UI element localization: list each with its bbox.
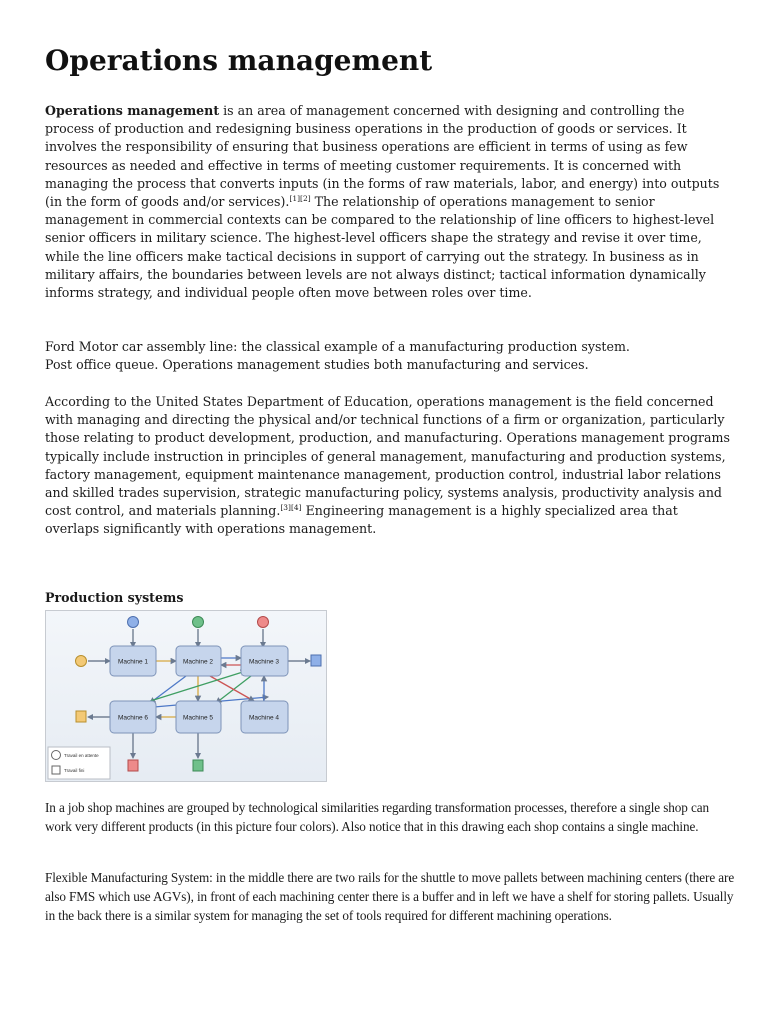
machine-5-label: Machine 5 [183,714,213,722]
legend-done-label: Travail fini [64,768,85,773]
machine-2-label: Machine 2 [183,658,213,666]
intro-paragraph [45,102,733,302]
intro-text-b: The relationship of operations management to senior management in commercial contexts can be compared to the relationship of line officers to highest-level senior officers in military science. The highest-level officers shape the strategy and revise it over time, while the line officers make tactical decisions in support of carrying out the strategy. In business as in military affairs, the boundaries between levels are not always distinct; tactical information dynamically informs strategy, and individual people often move between roles over time. [45,194,715,301]
reference-3-link[interactable]: [3] [280,503,291,513]
intro-bold-term: Operations management [45,103,220,118]
waiting-job-blue [128,617,139,628]
job-shop-paragraph: In a job shop machines are grouped by technological similarities regarding transformation processes, therefore a single shop can work very different products (in this picture four colors). Also notice that in this drawing each shop contains a single machine. [45,800,709,835]
production-systems-heading: Production systems [45,590,184,605]
finished-job-blue [311,655,321,666]
finished-job-green [193,760,203,771]
machine-3-label: Machine 3 [249,658,279,666]
legend-square-icon [52,766,60,774]
caption-block [45,338,733,374]
legend-circle-icon [52,751,61,760]
reference-4-link[interactable]: [4] [290,503,302,513]
reference-2-link[interactable]: [2] [300,194,311,204]
job-shop-diagram [45,610,327,782]
intro-text-a: is an area of management concerned with designing and controlling the process of production and redesigning business operations in the production of goods or services. It involves the responsibility of ensuring that business operations are efficient in terms of using as few resources as needed and effective in terms of meeting customer requirements. It is concerned with managing the process that converts inputs (in the forms of raw materials, labor, and energy) into outputs (in the form of goods and/or services). [45,103,720,210]
reference-1-link[interactable]: [1] [289,194,301,204]
machine-1-label: Machine 1 [118,658,148,666]
finished-job-red [128,760,138,771]
page-title: Operations management [45,44,433,77]
education-paragraph [45,393,733,539]
machine-4-label: Machine 4 [249,714,279,722]
finished-job-yellow [76,711,86,722]
job-shop-diagram-svg [46,611,326,781]
waiting-job-green [193,617,204,628]
waiting-job-yellow [76,656,87,667]
waiting-job-red [258,617,269,628]
legend-waiting-label: Travail en attente [64,753,99,758]
education-text-a: According to the United States Department of Education, operations management is the field concerned with managing and directing the physical and/or technical functions of a firm or organization, particularly those relating to product development, production, and manufacturing. Operations management programs typically include instruction in principles of general management, manufacturing and production systems, factory management, equipment maintenance management, production control, industrial labor relations and skilled trades supervision, strategic manufacturing policy, systems analysis, productivity analysis and cost control, and materials planning. [45,394,730,519]
education-text-b: Engineering management is a highly specialized area that overlaps significantly with operations management. [45,503,678,537]
machine-6-label: Machine 6 [118,714,148,722]
fms-paragraph: Flexible Manufacturing System: in the middle there are two rails for the shuttle to move pallets between machining centers (there are also FMS which use AGVs), in front of each machining center there is a buffer and in left we have a shelf for storing pallets. Usually in the back there is a similar system for managing the set of tools required for different machining operations. [45,870,735,924]
ford-caption: Ford Motor car assembly line: the classical example of a manufacturing production system. [45,339,630,354]
post-office-caption: Post office queue. Operations management studies both manufacturing and services. [45,357,589,373]
